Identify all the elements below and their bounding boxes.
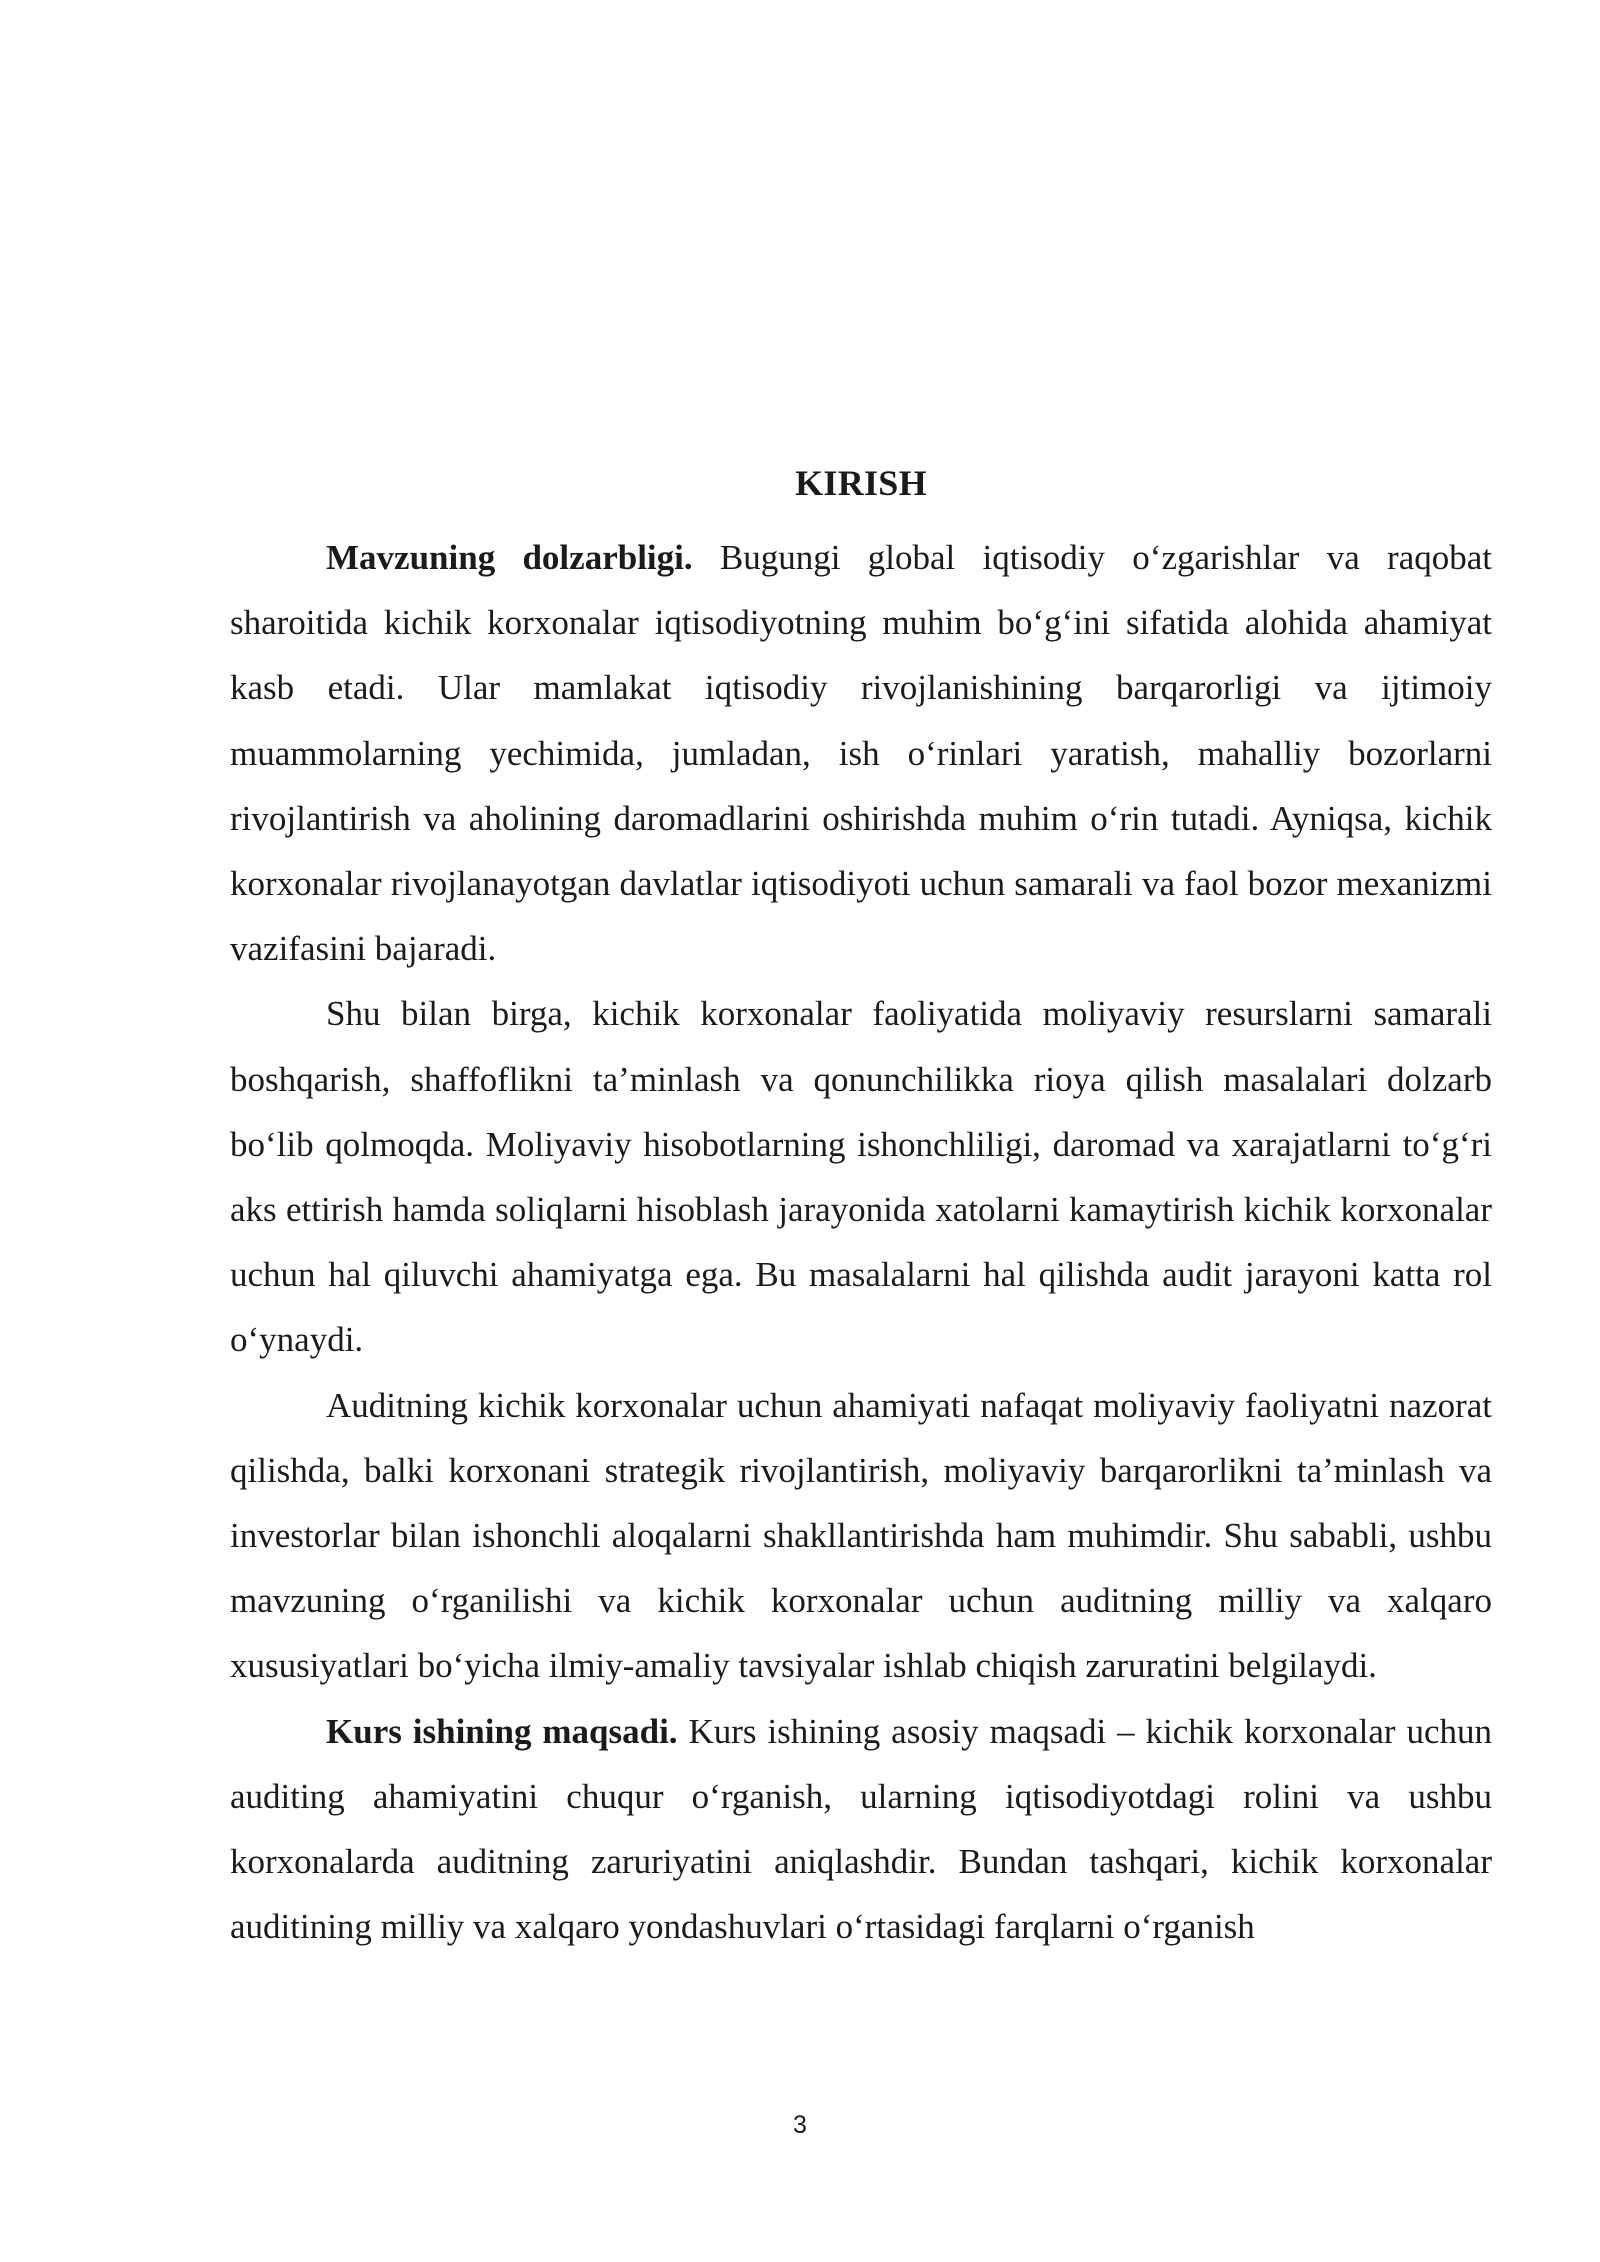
paragraph-lead: Kurs ishining maqsadi. (326, 1711, 678, 1751)
paragraph-text: Bugungi global iqtisodiy o‘zgarishlar va raqobat sharoitida kichik korxonalar iqtisodiyotning muhim bo‘g‘ini sifatida alohida ahamiyat kasb etadi. Ular mamlakat iqtisodiy rivojlanishining barqarorligi va ijtimoiy muammolarning yechimida, jumladan, ish o‘rinlari yaratish, mahalliy bozorlarni rivojlantirish va aholining daromadlarini oshirishda muhim o‘rin tutadi. Ayniqsa, kichik korxonalar rivojlanayotgan davlatlar iqtisodiyoti uchun samarali va faol bozor mexanizmi vazifasini bajaradi. (230, 538, 1492, 969)
paragraph-course-goal (230, 1699, 1492, 1960)
page-number: 3 (793, 2111, 807, 2139)
section-title: KIRISH (795, 463, 927, 503)
paragraph-financial-management (230, 981, 1492, 1372)
paragraph-text: Shu bilan birga, kichik korxonalar faoliyatida moliyaviy resurslarni samarali boshqarish, shaffoflikni ta’minlash va qonunchilikka rioya qilish masalalari dolzarb bo‘lib qolmoqda. Moliyaviy hisobotlarning ishonchliligi, daromad va xarajatlarni to‘g‘ri aks ettirish hamda soliqlarni hisoblash jarayonida xatolarni kamaytirish kichik korxonalar uchun hal qiluvchi ahamiyatga ega. Bu masalalarni hal qilishda audit jarayoni katta rol o‘ynaydi. (230, 994, 1492, 1360)
paragraph-text: Kurs ishining asosiy maqsadi – kichik korxonalar uchun auditing ahamiyatini chuqur o‘rganish, ularning iqtisodiyotdagi rolini va ushbu korxonalarda auditning zaruriyatini aniqlashdir. Bundan tashqari, kichik korxonalar auditining milliy va xalqaro yondashuvlari o‘rtasidagi farqlarni o‘rganish (230, 1711, 1493, 1947)
paragraph-audit-importance (230, 1373, 1492, 1699)
paragraph-text: Auditning kichik korxonalar uchun ahamiyati nafaqat moliyaviy faoliyatni nazorat qilishda, balki korxonani strategik rivojlantirish, moliyaviy barqarorlikni ta’minlash va investorlar bilan ishonchli aloqalarni shakllantirishda ham muhimdir. Shu sababli, ushbu mavzuning o‘rganilishi va kichik korxonalar uchun auditning milliy va xalqaro xususiyatlari bo‘yicha ilmiy-amaliy tavsiyalar ishlab chiqish zaruratini belgilaydi. (230, 1385, 1492, 1686)
paragraph-lead: Mavzuning dolzarbligi. (326, 538, 693, 577)
paragraph-relevance (230, 525, 1492, 981)
page-content (230, 455, 1492, 1959)
